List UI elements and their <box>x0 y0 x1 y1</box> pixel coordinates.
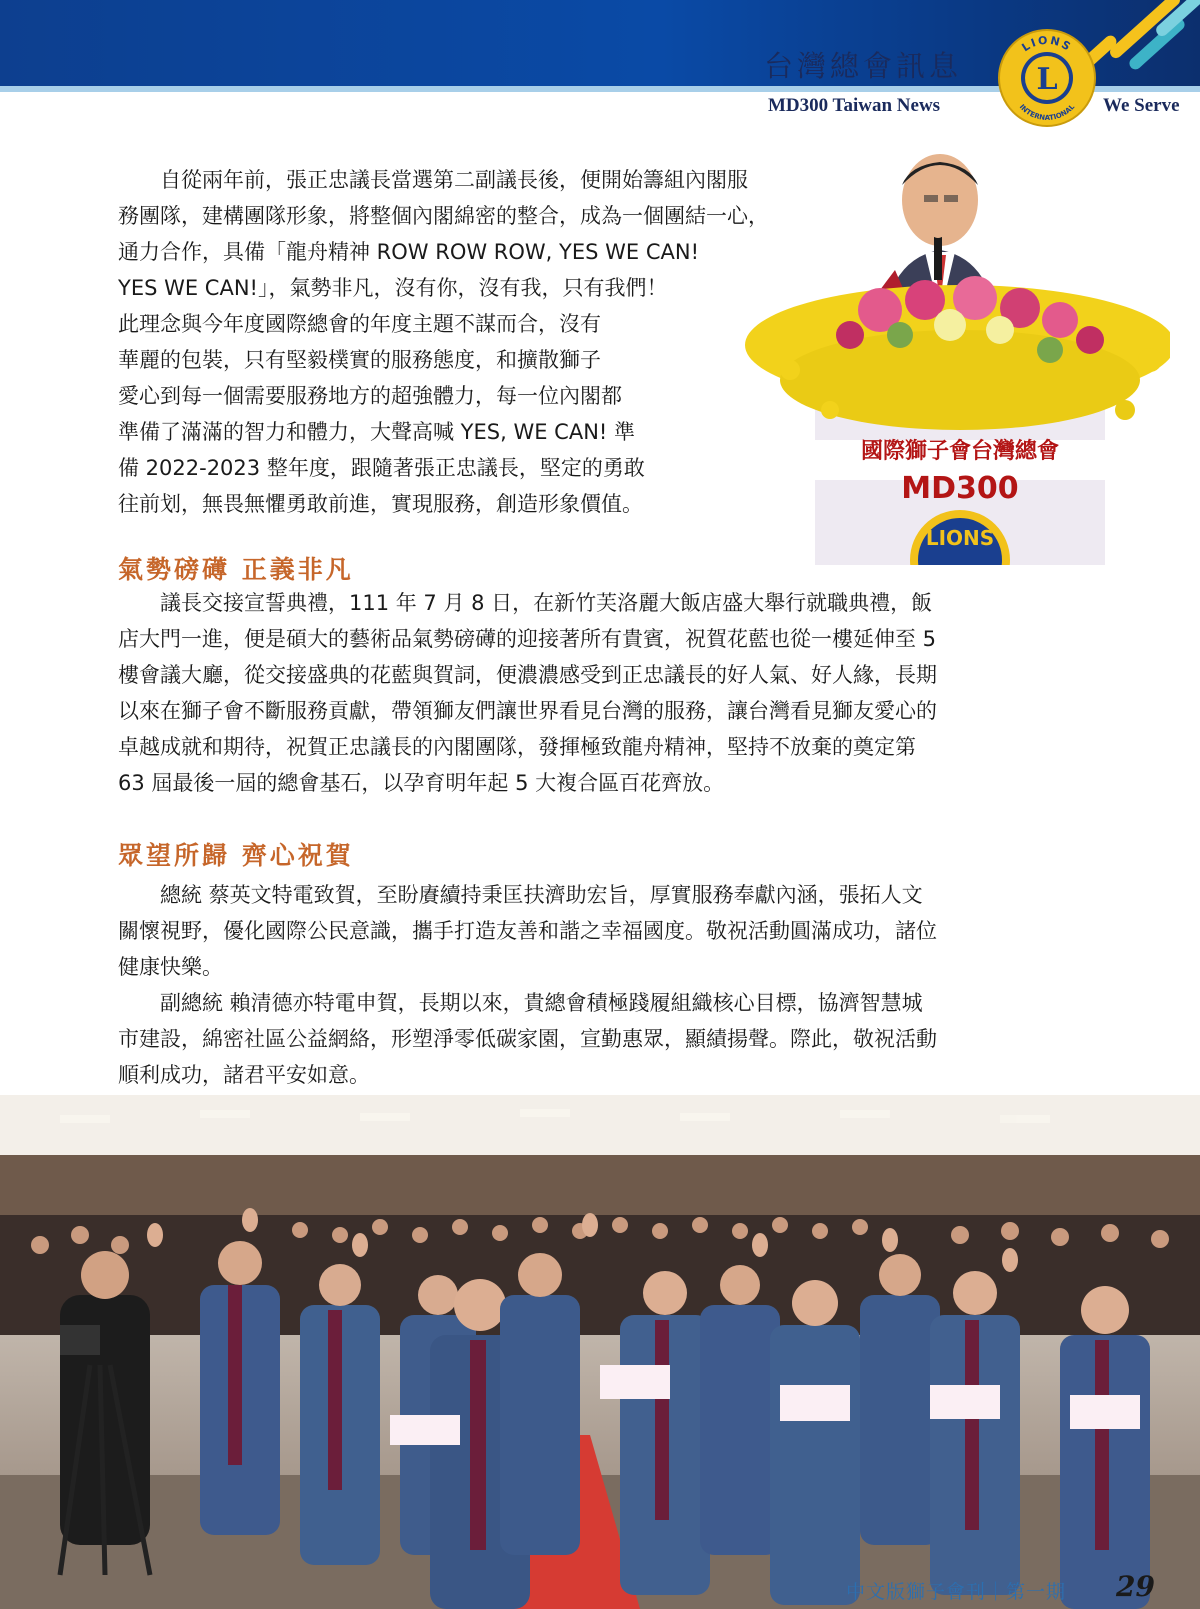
section1-paragraph <box>118 585 1088 801</box>
section2-paragraph-2 <box>118 985 1088 1093</box>
section2-line: 副總統 賴清德亦特電申賀，長期以來，貴總會積極踐履組織核心目標，協濟智慧城 <box>160 991 923 1015</box>
section2-line: 健康快樂。 <box>118 955 223 979</box>
podium-seal-text: LIONS <box>925 526 995 550</box>
section1-line: 卓越成就和期待，祝賀正忠議長的內閣團隊，發揮極致龍舟精神，堅持不放棄的奠定第 <box>118 735 916 759</box>
section2-line: 關懷視野，優化國際公民意識，攜手打造友善和諧之幸福國度。敬祝活動圓滿成功，諸位 <box>118 919 937 943</box>
section1-line: 樓會議大廳，從交接盛典的花藍與賀詞，便濃濃感受到正忠議長的好人氣、好人緣，長期 <box>118 663 937 687</box>
intro-line: 務團隊，建構團隊形象，將整個內閣綿密的整合，成為一個團結一心， <box>118 204 769 228</box>
intro-line: 愛心到每一個需要服務地方的超強體力，每一位內閣都 <box>118 384 622 408</box>
logo-text-top: LIONS <box>1019 33 1075 55</box>
section1-heading: 氣勢磅礡 正義非凡 <box>118 555 354 584</box>
section1-line: 以來在獅子會不斷服務貢獻，帶領獅友們讓世界看見台灣的服務，讓台灣看見獅友愛心的 <box>118 699 937 723</box>
section2-line: 市建設，綿密社區公益網絡，形塑淨零低碳家園，宣勤惠眾，顯績揚聲。際此，敬祝活動 <box>118 1027 937 1051</box>
intro-line: 備 2022-2023 整年度，跟隨著張正忠議長，堅定的勇敢 <box>118 456 645 480</box>
intro-line: YES WE CAN!」，氣勢非凡，沒有你，沒有我，只有我們！ <box>118 276 668 300</box>
section1-line: 店大門一進，便是碩大的藝術品氣勢磅礡的迎接著所有貴賓，祝賀花藍也從一樓延伸至 5 <box>118 627 937 651</box>
logo-letter: L <box>1036 62 1058 97</box>
magazine-name: 中文版獅子會刊｜第一期 <box>846 1581 1067 1603</box>
intro-line: 通力合作，具備「龍舟精神 ROW ROW ROW, YES WE CAN! <box>118 240 699 264</box>
section2-paragraph-1 <box>118 877 1088 985</box>
intro-line: 往前划，無畏無懼勇敢前進，實現服務，創造形象價值。 <box>118 492 643 516</box>
ceremony-photo <box>0 1095 1200 1609</box>
intro-line: 此理念與今年度國際總會的年度主題不謀而合，沒有 <box>118 312 601 336</box>
section1-line: 議長交接宣誓典禮，111 年 7 月 8 日，在新竹芙洛麗大飯店盛大舉行就職典禮，飯 <box>160 591 933 615</box>
section2-heading: 眾望所歸 齊心祝賀 <box>118 841 354 870</box>
intro-line: 華麗的包裝，只有堅毅樸實的服務態度，和擴散獅子 <box>118 348 601 372</box>
section-subtitle: MD300 Taiwan News <box>768 95 941 116</box>
speaker-photo <box>730 140 1170 565</box>
section2-line: 總統 蔡英文特電致賀，至盼賡續持秉匡扶濟助宏旨，厚實服務奉獻內涵，張拓人文 <box>160 883 923 907</box>
podium-banner-chinese: 國際獅子會台灣總會 <box>860 438 1060 464</box>
podium-banner-text: MD300 <box>901 471 1019 506</box>
logo-text-bottom: INTERNATIONAL <box>1017 102 1077 123</box>
page-number: 29 <box>1116 1570 1155 1603</box>
intro-line: 自從兩年前，張正忠議長當選第二副議長後，便開始籌組內閣服 <box>160 168 748 192</box>
section-title: 台灣總會訊息 <box>764 49 963 83</box>
section2-line: 順利成功，諸君平安如意。 <box>118 1063 370 1087</box>
section1-line: 63 屆最後一屆的總會基石，以孕育明年起 5 大複合區百花齊放。 <box>118 771 725 795</box>
motto-text: We Serve <box>1103 95 1180 116</box>
intro-line: 準備了滿滿的智力和體力，大聲高喊 YES, WE CAN! 準 <box>118 420 635 444</box>
lions-logo <box>997 28 1097 128</box>
